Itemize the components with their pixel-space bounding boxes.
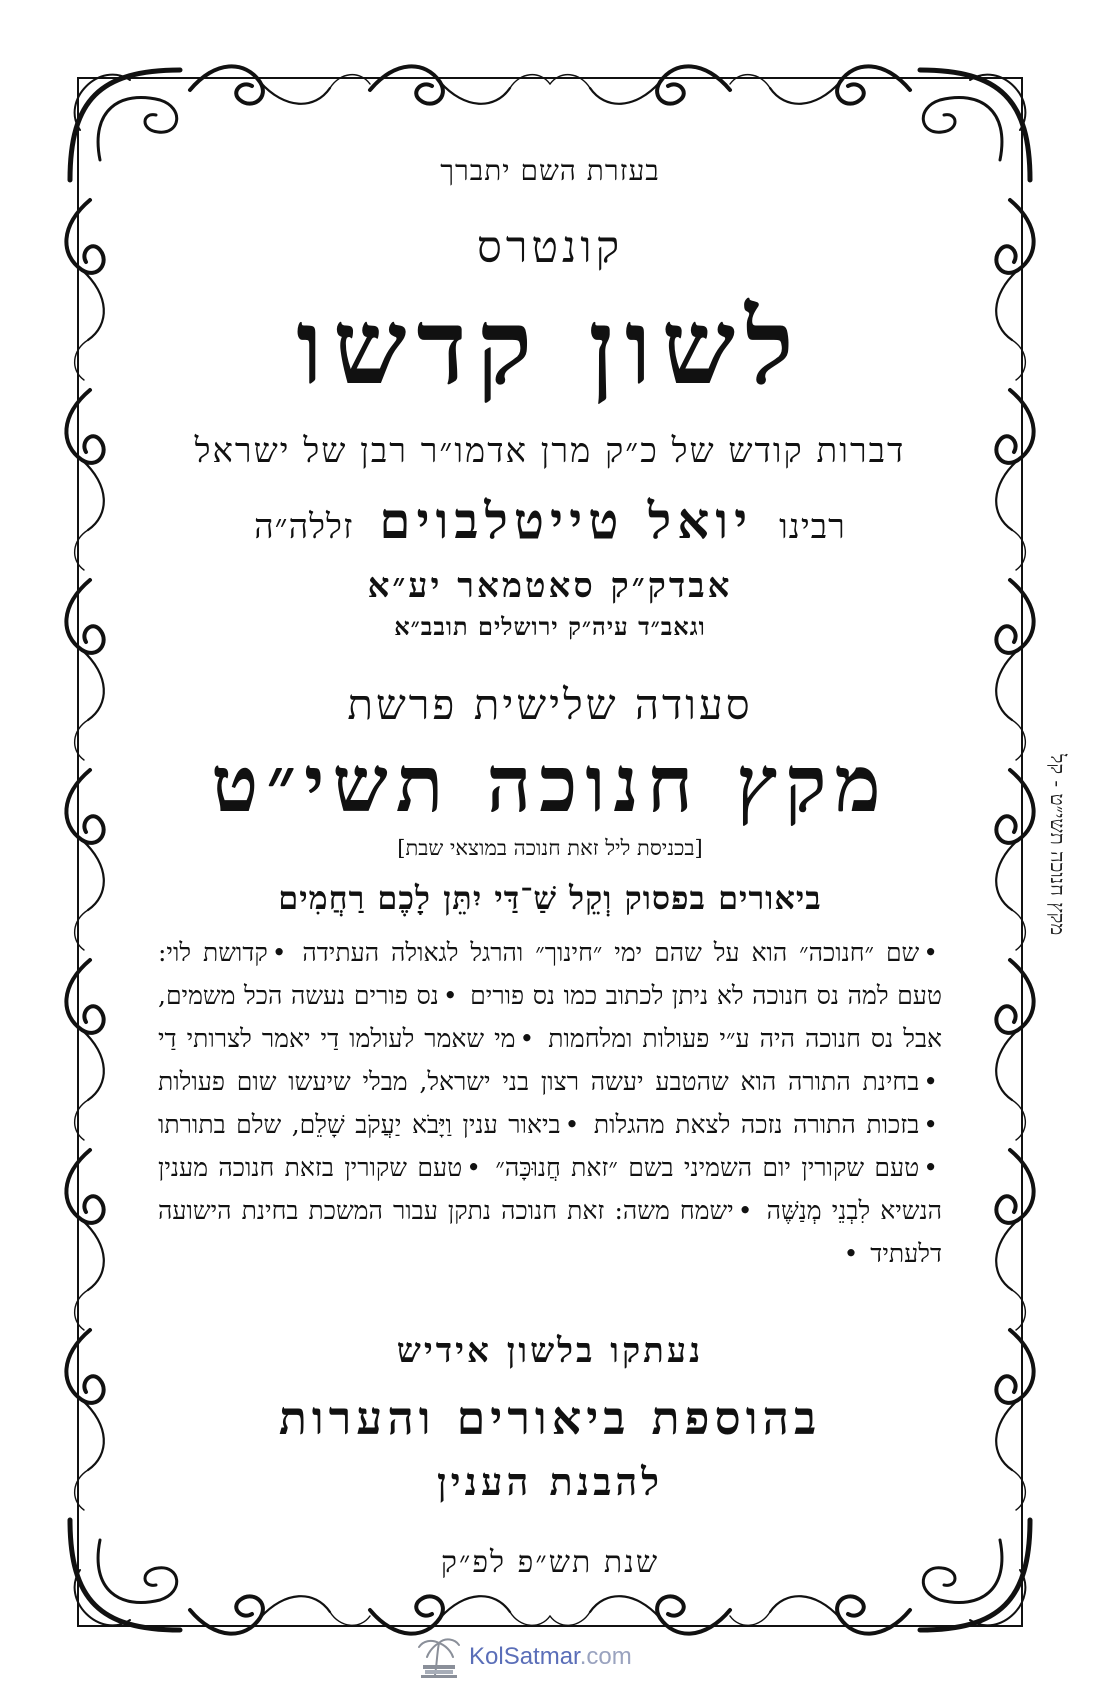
addition-line: בהוספת ביאורים והערות [278, 1390, 822, 1445]
topic-item: קדושת לוי: טעם למה נס חנוכה לא ניתן לכתוב כמו נס פורים [158, 937, 942, 1010]
rebbe-suffix: זללה״ה [254, 507, 354, 547]
occasion-line: סעודה שלישית פרשת [347, 680, 753, 729]
bullet-icon: • [843, 1238, 859, 1268]
bullet-icon: • [923, 1152, 939, 1182]
bullet-icon: • [923, 937, 938, 967]
topic-item: ישמח משה: זאת חנוכה נתקן עבור המשכת בחינת הישועה דלעתיד [158, 1195, 942, 1268]
bullet-icon: • [737, 1195, 753, 1225]
publication-year: שנת תש״פ לפ״ק [440, 1544, 660, 1580]
rebbe-title-1: אבדק״ק סאטמאר יע״א [367, 566, 733, 606]
main-title: לשון קדשו [296, 285, 804, 408]
kolsatmar-watermark[interactable] [415, 1635, 715, 1679]
subtitle: דברות קודש של כ״ק מרן אדמו״ר רבן של ישראל [194, 431, 906, 471]
palm-tree-books-icon [415, 1635, 463, 1679]
bullet-icon: • [923, 1066, 938, 1096]
topic-item: טעם שקורין בזאת חנוכה מענין הנשיא לִבְנֵי מְנַשֶּׁה [158, 1152, 942, 1225]
watermark-domain: .com [579, 1643, 632, 1670]
bullet-icon: • [466, 1152, 481, 1182]
blessing-header: בעזרת השם יתברך [440, 154, 660, 187]
rebbe-prefix: רבינו [779, 507, 846, 547]
bullet-icon: • [271, 937, 287, 967]
kuntres-label: קונטרס [476, 222, 624, 273]
bullet-icon: • [442, 980, 458, 1010]
rebbe-name: יואל טייטלבוים [379, 491, 754, 550]
topic-item: ביאור ענין וַיָּבֹא יַעֲקֹב שָׁלֵם, שלם בתורתו [158, 1109, 561, 1139]
translation-note: נעתקו בלשון אידיש [396, 1330, 704, 1371]
parsha-title: מקץ חנוכה תשי״ט [211, 739, 889, 830]
topic-item: בחינת התורה הוא שהטבע יעשה רצון בני ישראל, מבלי שיעשו שום פעולות [158, 1066, 920, 1096]
bullet-icon: • [519, 1023, 535, 1053]
purpose-line: להבנת הענין [436, 1458, 664, 1504]
rebbe-title-2: וגאב״ד עיה״ק ירושלים תובב״א [394, 612, 706, 641]
watermark-brand: KolSatmar [469, 1643, 580, 1670]
topic-item: מי שאמר לעולמו דַי יאמר לצרותי דַי [158, 1023, 516, 1053]
context-note: [בכניסת ליל זאת חנוכה במוצאי שבת] [397, 835, 703, 860]
topic-item: טעם שקורין יום השמיני בשם ״זאת חֲנוּכָּה״ [495, 1152, 920, 1182]
topic-item: נס פורים נעשה הכל משמים, אבל נס חנוכה היה ע״י פעולות ומלחמות [158, 980, 942, 1053]
topic-item: בזכות התורה נזכה לצאת מהגלות [593, 1109, 920, 1139]
verse-heading: ביאורים בפסוק וְקֵל שַׁ־דַּי יִתֵּן לָכֶם רַחֲמִים [278, 878, 822, 917]
topics-paragraph [150, 931, 950, 1275]
side-running-label: מקץ חנוכה תשי״ט - קל [1046, 754, 1070, 936]
title-page-content [150, 140, 950, 1580]
rebbe-name-row [150, 491, 950, 550]
watermark-text [469, 1643, 632, 1671]
bullet-icon: • [564, 1109, 580, 1139]
bullet-icon: • [923, 1109, 938, 1139]
topic-item: שם ״חנוכה״ הוא על שהם ימי ״חינוך״ והרגל לגאולה העתידה [302, 937, 920, 967]
